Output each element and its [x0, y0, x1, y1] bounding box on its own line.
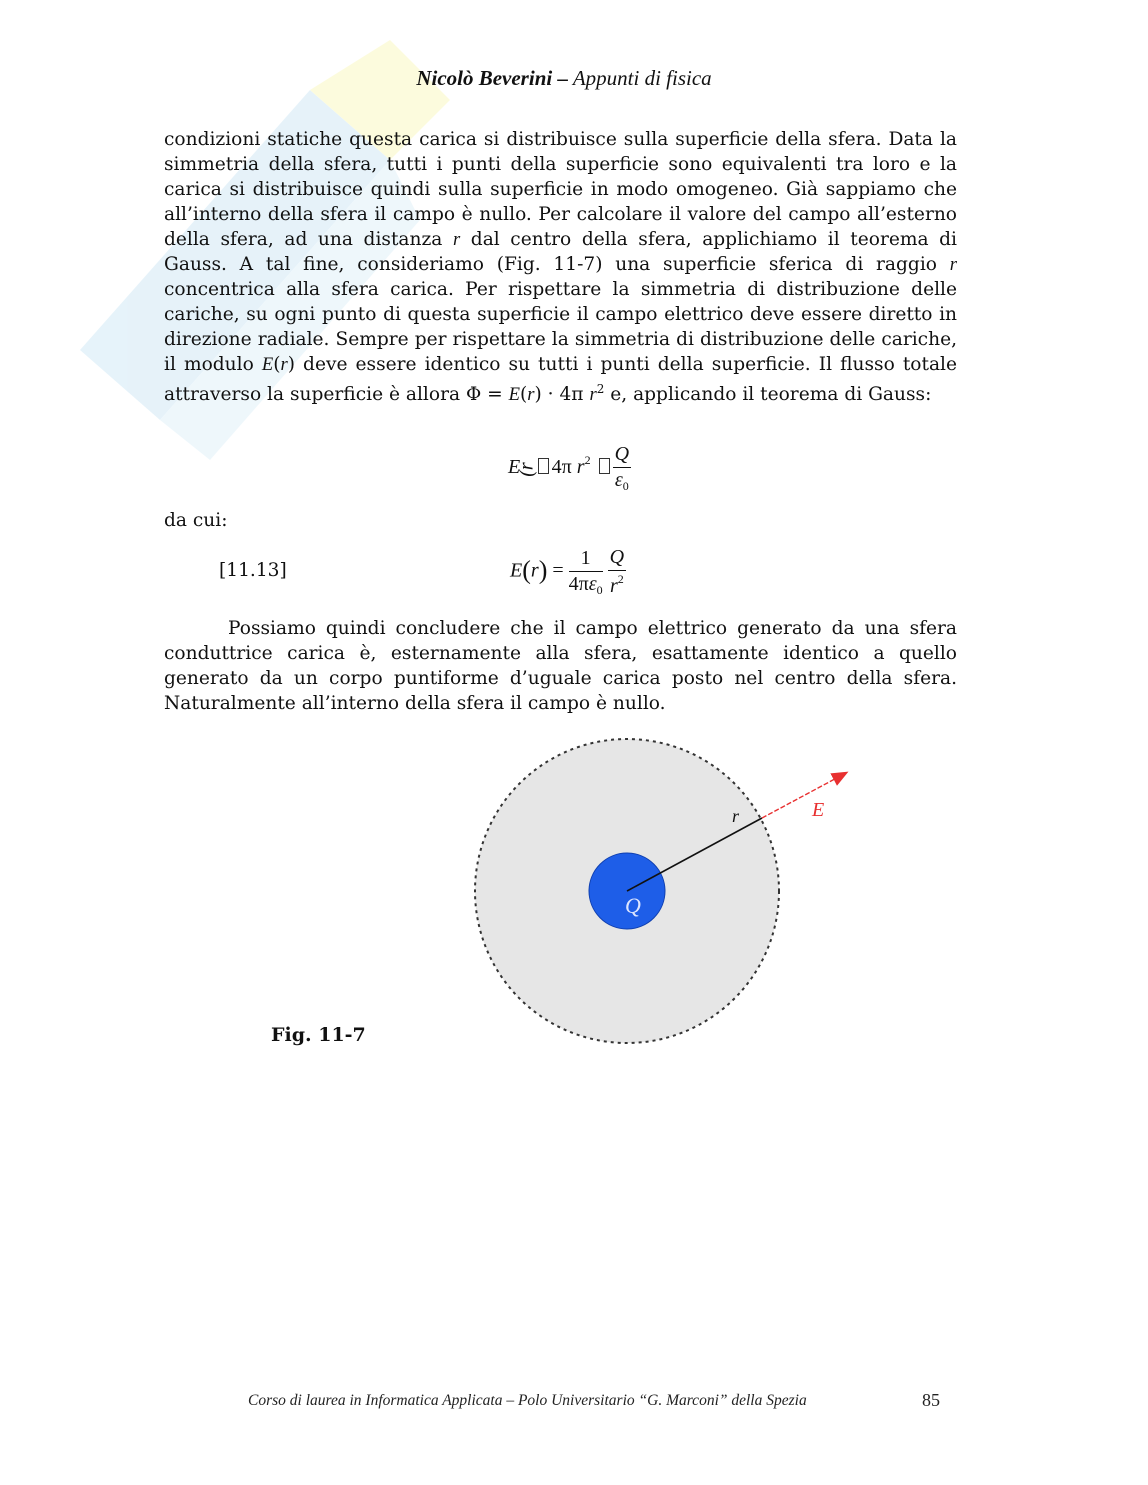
eq1-num: Q — [613, 443, 631, 468]
eq2-frac1-eps: ε — [588, 572, 597, 595]
eq2-frac2-den: r — [609, 575, 618, 597]
header-author: Nicolò Beverini — [416, 66, 553, 90]
header-title: Appunti di fisica — [572, 66, 712, 90]
eq1-r: r — [576, 456, 585, 479]
p1-var-r-2: r — [949, 254, 957, 275]
eq2-paren-close: ) — [538, 555, 548, 585]
label-E: E — [812, 799, 825, 821]
p1-text-6: e, applicando il teorema di Gauss: — [604, 384, 932, 406]
p1-text-1: condizioni statiche questa carica si distribuisce sulla superficie della sfera. Data la simmetria della sfera, tutti i punti della superficie sono equivalenti tra loro e la carica si distribuisce quindi sulla superficie in modo omogeneo. Già sappiamo che all’interno della sfera il campo è nullo. Per calcolare il valore del campo all’esterno della sfera, ad una distanza — [164, 129, 957, 250]
figure-caption: Fig. 11-7 — [271, 1024, 366, 1046]
p1-text-3: concentrica alla sfera carica. Per rispettare la simmetria di distribuzione delle cariche, su ogni punto di questa superficie il campo elettrico deve essere diretto in direzione radiale. Sempre per rispettare la simmetria di distribuzione delle cariche, il modulo — [164, 279, 957, 375]
eq1-E: E — [508, 456, 521, 479]
figure-gauss-sphere — [460, 730, 860, 1050]
page-header — [0, 66, 1128, 91]
eq1-paren: (r — [515, 462, 538, 477]
page-footer: Corso di laurea in Informatica Applicata – Polo Universitario “G. Marconi” della Spezia — [248, 1392, 807, 1409]
eq2-frac2-num: Q — [608, 546, 626, 571]
eq2-E: E — [510, 559, 523, 582]
equation-field — [510, 546, 626, 598]
label-r: r — [732, 806, 740, 826]
eq1-4pi: 4π — [551, 456, 572, 479]
p1-var-r-3: r — [280, 354, 288, 375]
p1-text-2: dal centro della sfera, applichiamo il teorema di Gauss. A tal fine, consideriamo (Fig. 11-7) una superficie sferica di raggio — [164, 229, 957, 275]
eq2-paren-open: ( — [522, 555, 531, 585]
eq1-fraction — [613, 443, 631, 494]
label-Q: Q — [625, 893, 641, 918]
eq1-den-sub: 0 — [622, 479, 629, 493]
equation-label: [11.13] — [219, 560, 287, 581]
p1-var-r-5: r — [589, 384, 597, 406]
paragraph-2 — [164, 616, 957, 716]
eq1-missing-glyph-icon-2 — [599, 458, 610, 474]
paragraph-1: condizioni statiche questa carica si distribuisce sulla superficie della sfera. Data la simmetria della sfera, tutti i punti della superficie sono equivalenti tra loro e la carica si distribuisce quindi sulla superficie in modo omogeneo. Già sappiamo che all’interno della sfera il campo è nullo. Per calcolare il valore del campo all’esterno della sfera, ad una distanza r dal centro della sfera, applichiamo il teorema di Gauss. A tal fine, consideriamo (Fig. 11-7) una superficie sferica di raggio r concentrica alla sfera carica. Per rispettare la simmetria di distribuzione delle cariche, su ogni punto di questa superficie il campo elettrico deve essere diretto in direzione radiale. Sempre per rispettare la simmetria di distribuzione delle cariche, il modulo E(r) deve essere identico su tutti i punti della superficie. Il flusso totale attraverso la superficie è allora Φ = E(r) · 4π $r^2$ e, applicando il teorema di Gauss: — [164, 129, 958, 406]
eq2-r: r — [530, 559, 539, 582]
eq2-frac1-num: 1 — [569, 547, 603, 572]
header-separator: – — [557, 66, 568, 90]
p1-text-4: deve essere identico su tutti i punti della superficie. Il flusso totale attraverso la superficie è allora Φ = — [164, 354, 958, 406]
eq1-sq: 2 — [584, 453, 591, 468]
eq2-fraction-1 — [569, 547, 603, 598]
p1-var-r-4: r — [527, 384, 535, 406]
field-arrow — [762, 773, 846, 818]
eq2-fraction-2 — [608, 546, 626, 598]
da-cui: da cui: — [164, 510, 228, 531]
p1-var-E: E — [261, 354, 274, 375]
paragraph-2-text: Possiamo quindi concludere che il campo elettrico generato da una sfera conduttrice carica è, esternamente alla sfera, esattamente identico a quello generato da un corpo puntiforme d’uguale carica posto nel centro della sfera. Naturalmente all’interno della sfera il campo è nullo. — [164, 618, 957, 714]
eq1-den: ε — [614, 469, 623, 491]
eq2-equals: = — [552, 559, 564, 582]
eq2-frac2-sup: 2 — [617, 572, 624, 586]
p1-text-5: · 4π — [541, 384, 590, 406]
eq2-frac1-sub: 0 — [596, 582, 603, 597]
page-number: 85 — [922, 1390, 940, 1410]
equation-gauss — [508, 443, 631, 494]
eq1-missing-glyph-icon — [538, 458, 549, 474]
p1-sup-2: 2 — [596, 382, 605, 396]
p1-var-E-2: E — [508, 384, 520, 406]
p1-var-r: r — [452, 229, 461, 250]
eq2-frac1-den: 4π — [568, 572, 589, 595]
